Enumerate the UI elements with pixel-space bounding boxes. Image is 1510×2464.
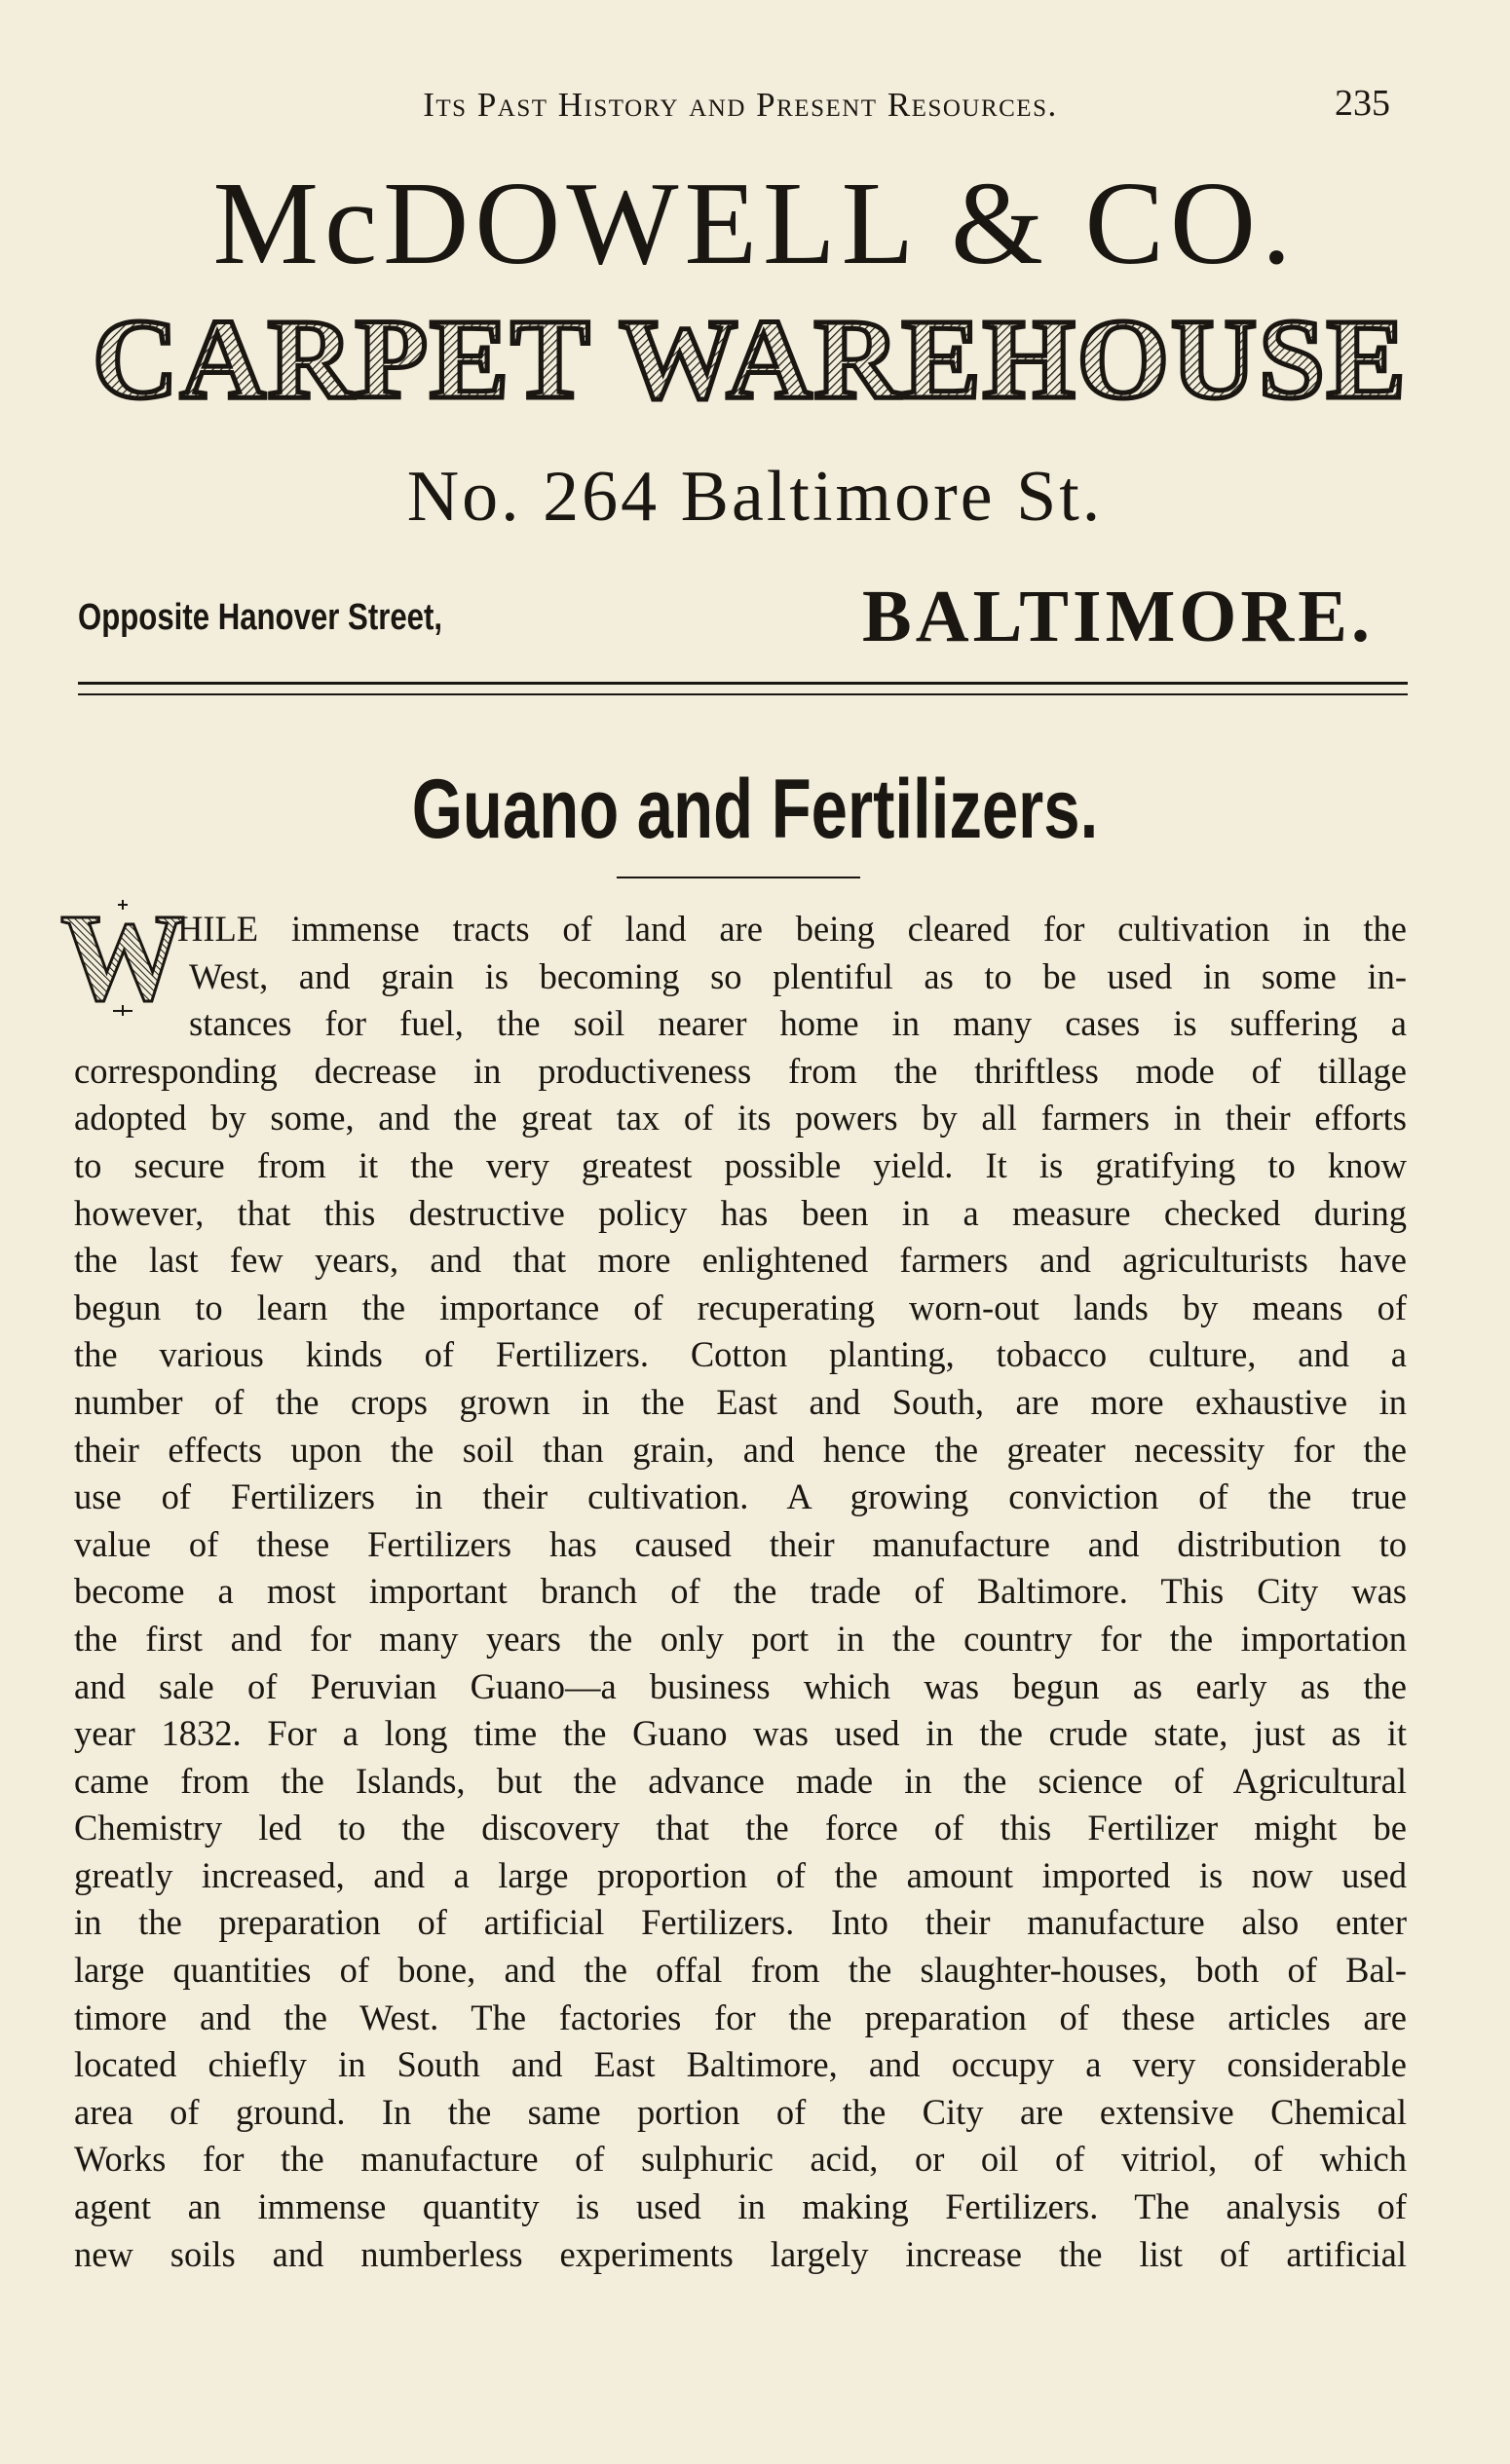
article-line: new soils and numberless experiments largely increase the list of artificial	[74, 2233, 1407, 2274]
article-line: Chemistry led to the discovery that the force of this Fertilizer might be	[74, 1808, 1407, 1848]
article-line: to secure from it the very greatest possible yield. It is gratifying to know	[74, 1144, 1407, 1185]
article-line: agent an immense quantity is used in making Fertilizers. The analysis of	[74, 2186, 1407, 2227]
article-line: stances for fuel, the soil nearer home in many cases is suffering a	[189, 1003, 1407, 1044]
advertisement-address: No. 264 Baltimore St.	[406, 457, 1104, 537]
article-line: the first and for many years the only port in the country for the importation	[74, 1618, 1407, 1659]
advertisement-location-note: Opposite Hanover Street,	[78, 597, 443, 638]
article-line: become a most important branch of the trade of Baltimore. This City was	[74, 1571, 1407, 1612]
page-number: 235	[1335, 83, 1390, 124]
article-line: value of these Fertilizers has caused their manufacture and distribution to	[74, 1523, 1407, 1564]
article-line: West, and grain is becoming so plentiful as to be used in some in-	[189, 955, 1407, 996]
article-line: the various kinds of Fertilizers. Cotton planting, tobacco culture, and a	[74, 1334, 1407, 1375]
article-line: timore and the West. The factories for the preparation of these articles are	[74, 1997, 1407, 2037]
article-line: the last few years, and that more enlightened farmers and agriculturists have	[74, 1240, 1407, 1281]
advertisement-business-banner	[88, 295, 1413, 423]
article-line: however, that this destructive policy has been in a measure checked during	[74, 1192, 1407, 1233]
article-line: area of ground. In the same portion of the City are extensive Chemical	[74, 2091, 1407, 2132]
article-line: begun to learn the importance of recuperating worn-out lands by means of	[74, 1287, 1407, 1327]
article-line: year 1832. For a long time the Guano was used in the crude state, just as it	[74, 1713, 1407, 1754]
article-line: large quantities of bone, and the offal from the slaughter-houses, both of Bal-	[74, 1950, 1407, 1991]
running-header: Its Past History and Present Resources.	[423, 86, 1058, 124]
article-line: HILE immense tracts of land are being cleared for cultivation in the	[177, 909, 1407, 949]
ornamental-lettering	[88, 295, 1413, 423]
article-line: came from the Islands, but the advance made in the science of Agricultural	[74, 1760, 1407, 1801]
advertisement-city: BALTIMORE.	[862, 576, 1374, 657]
business-name-text: CARPET WAREHOUSE	[93, 295, 1408, 423]
article-line: use of Fertilizers in their cultivation. A growing conviction of the true	[74, 1476, 1407, 1517]
drop-cap-letter: W	[60, 888, 185, 1027]
article-line: greatly increased, and a large proportion of the amount imported is now used	[74, 1854, 1407, 1895]
article-line: corresponding decrease in productiveness from the thriftless mode of tillage	[74, 1050, 1407, 1091]
title-underline	[617, 877, 860, 878]
article-title: Guano and Fertilizers.	[411, 763, 1099, 856]
article-line: adopted by some, and the great tax of its powers by all farmers in their efforts	[74, 1098, 1407, 1139]
article-line: number of the crops grown in the East and South, are more exhaustive in	[74, 1381, 1407, 1422]
article-body	[74, 906, 1407, 2278]
article-line: their effects upon the soil than grain, and hence the greater necessity for the	[74, 1429, 1407, 1470]
advertisement-firm-name: McDOWELL & CO.	[212, 158, 1298, 289]
section-divider	[78, 682, 1408, 695]
article-line: located chiefly in South and East Baltimore, and occupy a very considerable	[74, 2044, 1407, 2085]
article-line: in the preparation of artificial Fertilizers. Into their manufacture also enter	[74, 1902, 1407, 1943]
article-line: Works for the manufacture of sulphuric acid, or oil of vitriol, of which	[74, 2139, 1407, 2180]
article-line: and sale of Peruvian Guano—a business which was begun as early as the	[74, 1665, 1407, 1706]
